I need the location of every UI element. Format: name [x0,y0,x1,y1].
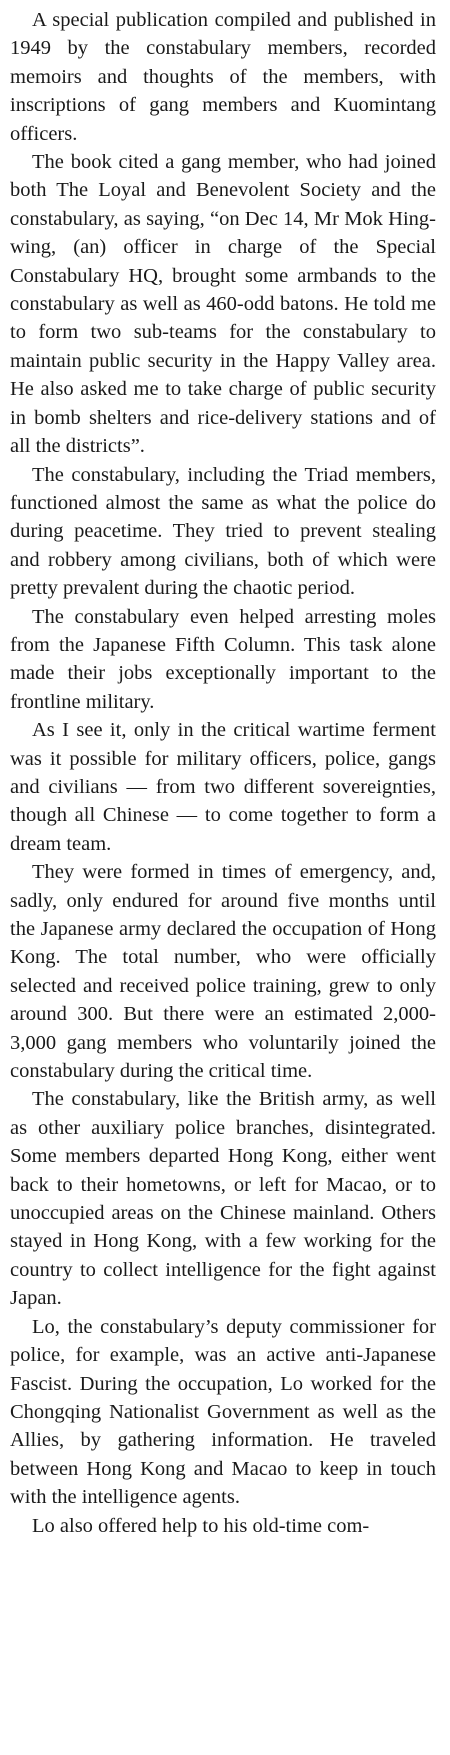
paragraph-publication: A special publication compiled and published in 1949 by the constabulary members, recorded memoirs and thoughts of the members, with inscriptions of gang members and Kuomintang officers. [10,9,436,145]
paragraph-disintegration: The constabulary, like the British army, as well as other auxiliary police branches, disintegrated. Some members departed Hong Kong, either went back to their hometowns, or left for Macao, or to unoccupied areas on the Chinese mainland. Others stayed in Hong Kong, with a few working for the country to collect intelligence for the fight against Japan. [10,1088,436,1310]
paragraph-lo-help: Lo also offered help to his old-time com- [32,1514,370,1537]
paragraph-dream-team: As I see it, only in the critical wartime ferment was it possible for military officers, police, gangs and civilians — from two different sovereignties, though all Chinese — to come together to form a dream team. [10,719,436,855]
paragraph-constabulary-functions: The constabulary, including the Triad members, functioned almost the same as what the police do during peacetime. They tried to prevent stealing and robbery among civilians, both of which were pretty prevalent during the chaotic period. [10,463,436,600]
paragraph-fifth-column: The constabulary even helped arresting moles from the Japanese Fifth Column. This task alone made their jobs exceptionally important to the frontline military. [10,605,436,713]
paragraph-formation: They were formed in times of emergency, and, sadly, only endured for around five months until the Japanese army declared the occupation of Hong Kong. The total number, who were officially selected and received police training, grew to only around 300. But there were an estimated 2,000-3,000 gang members who voluntarily joined the constabulary during the critical time. [10,861,436,1083]
paragraph-gang-member-quote: The book cited a gang member, who had joined both The Loyal and Benevolent Society and the constabulary, as saying, “on Dec 14, Mr Mok Hing-wing, (an) officer in charge of the Special Constabulary HQ, brought some armbands to the constabulary as well as 460-odd batons. He told me to form two sub-teams for the constabulary to maintain public security in the Happy Valley area. He also asked me to take charge of public security in bomb shelters and rice-delivery stations and of all the districts”. [10,151,436,458]
paragraph-lo-intelligence: Lo, the constabulary’s deputy commissioner for police, for example, was an active anti-Japanese Fascist. During the occupation, Lo worked for the Chongqing Nationalist Government as well as the Allies, by gathering information. He traveled between Hong Kong and Macao to keep in touch with the intelligence agents. [10,1315,436,1509]
